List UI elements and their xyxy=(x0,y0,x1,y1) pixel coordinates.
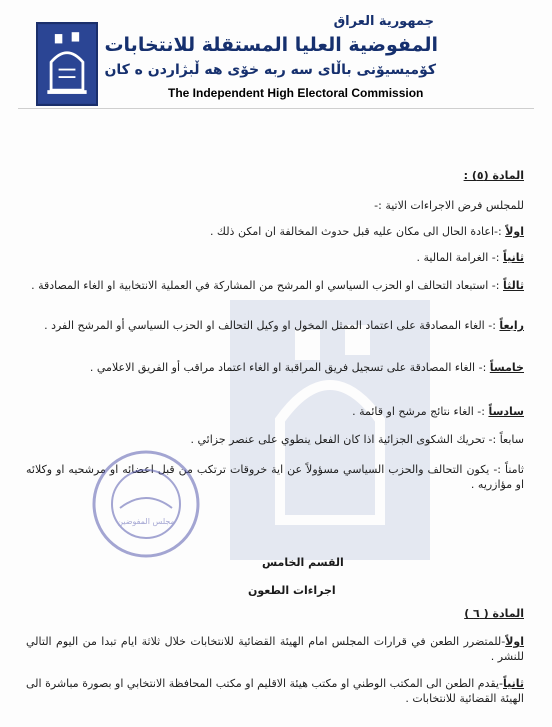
item-lead: خامساً xyxy=(489,361,524,374)
header-country: جمهورية العراق xyxy=(333,14,434,29)
stamp-inner-text: مجلس المفوضين xyxy=(117,517,175,526)
header-commission-arabic: المفوضية العليا المستقلة للانتخابات xyxy=(104,34,438,56)
item-text: -للمتضرر الطعن في قرارات المجلس امام الهيئة القضائية للانتخابات خلال ثلاثة ايام تبدا من اليوم التالي للنشر . xyxy=(26,635,524,663)
article-5-item-8: ثامناً :- يكون التحالف والحزب السياسي مسؤولاً عن اية خروقات ترتكب من قبل اعضائه او مرشحيه او وكلائه او مؤازريه . xyxy=(26,463,524,491)
item-text: -يقدم الطعن الى المكتب الوطني او مكتب هيئة الاقليم او مكتب المحافظة الانتخابي او بصورة مباشرة الى الهيئة القضائية للانتخابات . xyxy=(26,677,524,705)
commission-logo xyxy=(36,22,98,106)
article-6-item-1 xyxy=(26,634,524,664)
section-subtitle: اجراءات الطعون xyxy=(248,584,336,597)
ballot-box-icon xyxy=(38,24,96,104)
header-commission-kurdish: كۆمیسیۆنی باڵای سه ربه خۆی هه ڵبژاردن ه کان xyxy=(104,62,436,78)
item-lead: رابعاً xyxy=(499,319,524,332)
article-5-item-3 xyxy=(26,278,524,293)
section-title: القسم الخامس xyxy=(262,556,344,569)
article-6-item-2 xyxy=(26,676,524,706)
item-lead: ثالثاً xyxy=(502,279,524,292)
item-lead: ثانياً xyxy=(502,251,524,264)
item-lead: سادساً xyxy=(488,405,524,418)
header-divider xyxy=(18,108,534,109)
article-5-item-2 xyxy=(417,250,525,265)
item-lead: اولاً xyxy=(505,635,524,648)
item-text: :- الغاء المصادقة على تسجيل فريق المراقبة او الغاء اعتماد مراقب أو الفريق الاعلامي . xyxy=(89,361,490,374)
item-text: :- استبعاد التحالف او الحزب السياسي او المرشح من المشاركة في العملية الانتخابية او الغاء المصادقة . xyxy=(31,279,503,292)
article-5-intro: للمجلس فرض الاجراءات الاتية :- xyxy=(374,199,524,212)
item-lead: اولاً xyxy=(505,225,524,238)
article-5-title: المادة (٥) : xyxy=(463,169,524,182)
article-5-item-7: سابعاً :- تحريك الشكوى الجزائية اذا كان الفعل ينطوي على عنصر جزائي . xyxy=(190,433,524,446)
watermark-logo xyxy=(230,300,430,560)
item-lead: ثانياً xyxy=(502,677,524,690)
item-text: :- الغاء المصادقة على اعتماد الممثل المخول او وكيل التحالف او الحزب السياسي أو المرشح الفرد . xyxy=(44,319,500,332)
article-5-item-6 xyxy=(352,404,524,419)
item-text: :- الغرامة المالية . xyxy=(416,251,503,264)
item-text: :-اعادة الحال الى مكان عليه قبل حدوث المخالفة ان امكن ذلك . xyxy=(209,225,506,238)
header-commission-english: The Independent High Electoral Commission xyxy=(168,86,424,100)
official-stamp xyxy=(90,448,202,560)
article-5-item-4 xyxy=(26,318,524,333)
article-5-item-1 xyxy=(210,224,524,239)
article-6-title: المادة ( ٦ ) xyxy=(464,607,524,620)
article-5-item-5 xyxy=(26,360,524,375)
item-text: :- الغاء نتائج مرشح او قائمة . xyxy=(352,405,489,418)
